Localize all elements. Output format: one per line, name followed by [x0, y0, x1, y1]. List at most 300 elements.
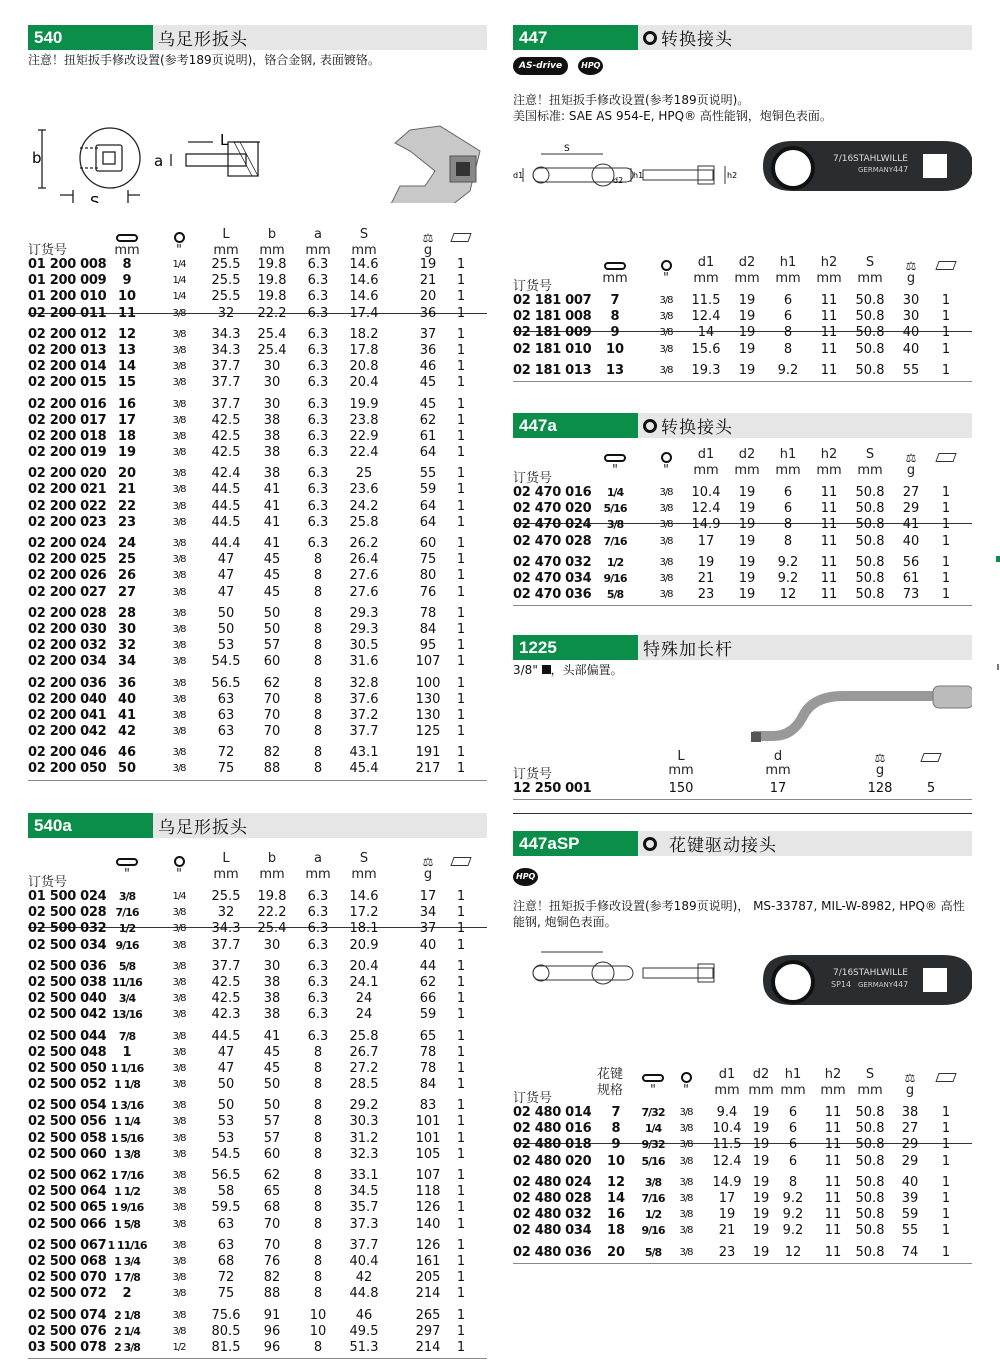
- order-number: 02 480 032: [513, 1207, 592, 1223]
- weight-g: 40: [419, 937, 437, 953]
- header-dim-label: S: [865, 447, 875, 462]
- header-dim-label: S: [865, 1067, 875, 1082]
- dim-a: 8: [313, 605, 323, 621]
- length-l: 42.5: [211, 412, 241, 428]
- header-unit-label: mm: [820, 1083, 846, 1098]
- length-l: 59.5: [211, 1200, 241, 1216]
- pack-qty: 1: [456, 761, 466, 777]
- dim-a: 8: [313, 1044, 323, 1060]
- dim-s: 20.4: [349, 958, 379, 974]
- package-qty-icon: [935, 453, 956, 462]
- dim-b: 82: [263, 1270, 281, 1286]
- drive-inch: 3/8: [172, 677, 186, 689]
- pack-qty: 1: [456, 638, 466, 654]
- table-row: [28, 515, 487, 531]
- size-mm: 14: [117, 359, 137, 375]
- weight-g: 60: [419, 536, 437, 551]
- photo-size: 7/16: [833, 154, 854, 164]
- length-l: 80.5: [211, 1323, 241, 1339]
- drive-inch: 3/8: [172, 1030, 186, 1042]
- header-unit-label: mm: [602, 271, 628, 286]
- order-number: 02 470 036: [513, 587, 592, 603]
- length-l: 42.5: [211, 974, 241, 990]
- drive-inch: 3/8: [172, 398, 186, 410]
- dim-b: 38: [263, 412, 281, 428]
- table-row: [28, 1286, 487, 1302]
- table-row: [28, 1200, 487, 1216]
- order-number: 02 200 013: [28, 342, 107, 358]
- weight-g: 36: [419, 342, 437, 358]
- weight-g: 130: [415, 691, 441, 707]
- table-row: [513, 587, 972, 603]
- pack-qty: 1: [941, 341, 951, 357]
- weight-g: 84: [419, 1077, 437, 1093]
- size: 8: [610, 309, 620, 325]
- header-icon-cell: [911, 752, 951, 766]
- weight-g: 27: [902, 485, 920, 500]
- pack-qty: 1: [456, 305, 466, 321]
- header-unit-label: mm: [714, 1083, 740, 1098]
- table-row: [513, 342, 972, 358]
- drive-inch: 3/8: [172, 976, 186, 988]
- dim-b: 30: [263, 958, 281, 974]
- size-inch: 9/32: [641, 1138, 665, 1152]
- order-number: 02 500 076: [28, 1323, 107, 1339]
- pack-qty: 1: [941, 485, 951, 500]
- dim-s: 22.9: [349, 428, 379, 444]
- pack-qty: 1: [941, 1190, 951, 1206]
- drive-inch: 3/8: [172, 554, 186, 566]
- table-row: [28, 622, 487, 638]
- table-row: [28, 499, 487, 515]
- section-447asp: [513, 831, 972, 1030]
- dim-b: 45: [263, 584, 281, 600]
- dim-a: 10: [309, 1307, 327, 1323]
- weight-g: 40: [901, 1174, 919, 1190]
- table-row: [28, 289, 487, 305]
- size-mm: 20: [117, 466, 137, 482]
- dim-a: 8: [313, 1286, 323, 1302]
- size: 3/8: [606, 518, 624, 532]
- pack-qty: 1: [941, 517, 951, 533]
- table-row: [513, 517, 972, 533]
- weight-g: 73: [902, 587, 920, 603]
- section-540a: [28, 813, 487, 838]
- wrench-size-icon: [116, 858, 138, 866]
- header-unit-label: mm: [857, 271, 883, 286]
- square-drive-icon: [174, 232, 185, 243]
- size-inch: 5/8: [644, 1245, 662, 1259]
- size-mm: 26: [117, 568, 137, 584]
- drive-inch: 3/8: [172, 1272, 186, 1284]
- header-dim-label: L: [222, 851, 230, 866]
- table-540a: [28, 850, 487, 1359]
- table-row: [28, 921, 487, 937]
- dim-s: 24: [355, 1007, 373, 1023]
- photo-model: 447: [893, 980, 909, 989]
- pack-qty: 1: [941, 325, 951, 341]
- h1: 9.2: [777, 554, 799, 570]
- dim-b: 70: [263, 724, 281, 740]
- size-mm: 1 3/16: [110, 1099, 144, 1113]
- table-row: [28, 1168, 487, 1184]
- dim-a: 10: [309, 1323, 327, 1339]
- header-unit-label: mm: [213, 243, 239, 258]
- drive-inch: 3/8: [172, 414, 186, 426]
- drive-inch: 3/8: [679, 1123, 693, 1135]
- d2: 19: [752, 1244, 770, 1260]
- order-number: 02 480 034: [513, 1223, 592, 1239]
- header-unit-label: ": [650, 1083, 656, 1098]
- table-row: [513, 1207, 972, 1223]
- table-row: [28, 1217, 487, 1233]
- drive-inch: 3/8: [172, 1116, 186, 1128]
- dim-a: 8: [313, 1270, 323, 1286]
- drive-inch: 3/8: [172, 447, 186, 459]
- table-row: [28, 905, 487, 921]
- header-dim-label: h1: [779, 255, 797, 270]
- d1: 15.6: [691, 341, 721, 357]
- size: 7: [610, 293, 620, 308]
- table-row: [28, 482, 487, 498]
- length-l: 53: [217, 1114, 235, 1130]
- s: 50.8: [855, 485, 885, 500]
- header-dim-label: d2: [738, 255, 756, 270]
- order-number: 02 500 062: [28, 1168, 107, 1183]
- length-l: 72: [217, 1270, 235, 1286]
- pack-qty: 1: [456, 1270, 466, 1286]
- header-unit-label: mm: [857, 463, 883, 478]
- h2: 11: [820, 517, 838, 533]
- section-title-wrap: [638, 831, 777, 856]
- dim-b: 30: [263, 396, 281, 412]
- header-dim-label: h1: [784, 1067, 802, 1082]
- weight-g: 205: [415, 1270, 441, 1286]
- dim-a: 6.3: [307, 273, 329, 289]
- dim-a: 6.3: [307, 1028, 329, 1044]
- drive-inch: 3/8: [172, 907, 186, 919]
- dim-a: 6.3: [307, 466, 329, 482]
- pack-qty: 1: [456, 445, 466, 461]
- header-unit-label: mm: [305, 243, 331, 258]
- drive-inch: 1/4: [172, 891, 186, 902]
- table-row: [28, 327, 487, 343]
- pack-qty: 1: [456, 552, 466, 568]
- s: 50.8: [855, 587, 885, 603]
- header-unit-label: mm: [259, 867, 285, 882]
- dim-h2: h2: [727, 171, 738, 180]
- dim-s: 40.4: [349, 1253, 379, 1269]
- header-unit-label: mm: [114, 243, 140, 258]
- order-number: 02 500 067: [28, 1237, 107, 1253]
- order-number: 02 500 044: [28, 1028, 107, 1044]
- size-mm: 13: [117, 342, 137, 358]
- pack-qty: 1: [456, 1077, 466, 1093]
- table-row: [28, 938, 487, 954]
- drive-inch: 3/8: [172, 1170, 186, 1181]
- dim-b: 22.2: [257, 305, 287, 321]
- dim-s: 27.6: [349, 568, 379, 584]
- dim-s: 24.1: [349, 974, 379, 990]
- dim-b: 30: [263, 359, 281, 375]
- dim-s: 42: [355, 1270, 373, 1286]
- weight-g: 64: [419, 445, 437, 461]
- drive-inch: 3/8: [172, 747, 186, 759]
- order-number: 02 500 065: [28, 1200, 107, 1216]
- pack-qty: 1: [456, 412, 466, 428]
- dim-s: 17.2: [349, 905, 379, 921]
- dim-b: 88: [263, 1286, 281, 1302]
- d2: 19: [752, 1223, 770, 1239]
- s: 50.8: [855, 1137, 885, 1153]
- pack-qty: 1: [941, 1137, 951, 1153]
- size-mm: 50: [117, 761, 137, 777]
- header-unit-label: mm: [668, 763, 694, 778]
- length-l: 56.5: [211, 1168, 241, 1183]
- weight-g: 40: [902, 341, 920, 357]
- header-unit-label: mm: [775, 463, 801, 478]
- length-l: 37.7: [211, 958, 241, 974]
- size-mm: 40: [117, 691, 137, 707]
- length-l: 25.5: [211, 273, 241, 289]
- weight-g: 62: [419, 412, 437, 428]
- dim-a: 6.3: [307, 326, 329, 342]
- order-number: 02 200 019: [28, 445, 107, 461]
- pack-qty: 1: [456, 1168, 466, 1183]
- photo-brand: STAHLWILLE: [853, 968, 908, 978]
- dim-b: 82: [263, 745, 281, 761]
- size-inch: 1/2: [644, 1208, 662, 1222]
- section-header: [28, 813, 487, 838]
- weight-g: 214: [415, 1339, 441, 1355]
- dim-s: 51.3: [349, 1339, 379, 1355]
- order-number: 02 500 072: [28, 1286, 107, 1302]
- dim-s: 14.6: [349, 257, 379, 272]
- weight-g: 55: [901, 1223, 919, 1239]
- pack-qty: 1: [456, 605, 466, 621]
- size-mm: 1: [122, 1044, 132, 1060]
- order-number: 02 200 023: [28, 514, 107, 530]
- drive-inch: 3/8: [172, 693, 186, 705]
- photo-sp: SP14: [831, 980, 852, 989]
- d1: 10.4: [691, 485, 721, 500]
- h2: 11: [820, 554, 838, 570]
- length-l: 72: [217, 745, 235, 761]
- table-row: [28, 1114, 487, 1130]
- d2: 19: [752, 1105, 770, 1120]
- weight-g: 125: [415, 724, 441, 740]
- drive-inch: 3/8: [659, 556, 673, 568]
- dim-b: 25.4: [257, 326, 287, 342]
- dim-s: 20.4: [349, 375, 379, 391]
- weight-g: 21: [419, 273, 437, 289]
- order-number: 02 470 020: [513, 501, 592, 517]
- weight-g: 78: [419, 605, 437, 621]
- order-number: 01 500 024: [28, 889, 107, 904]
- length-l: 150: [668, 781, 694, 796]
- order-number: 02 500 056: [28, 1114, 107, 1130]
- dim-a: 8: [313, 761, 323, 777]
- dim-b: 41: [263, 482, 281, 498]
- header-unit-label: mm: [693, 271, 719, 286]
- dim-a: 8: [313, 568, 323, 584]
- size-mm: 1 1/2: [114, 1185, 140, 1199]
- table-row: [513, 1245, 972, 1261]
- pack-qty: 1: [456, 1130, 466, 1146]
- package-qty-icon: [920, 753, 941, 762]
- table-row: [28, 568, 487, 584]
- h2: 11: [824, 1121, 842, 1137]
- drive-inch: 3/8: [172, 640, 186, 652]
- table-row: [28, 676, 487, 692]
- dim-s: 14.6: [349, 289, 379, 305]
- order-number: 02 500 066: [28, 1216, 107, 1232]
- table-row: [513, 1223, 972, 1239]
- spline-size: 12: [606, 1174, 626, 1190]
- table-row: [28, 606, 487, 622]
- weight-g: 45: [419, 396, 437, 412]
- order-number: 02 470 034: [513, 570, 592, 586]
- length-l: 47: [217, 584, 235, 600]
- square-drive-icon: [174, 856, 185, 867]
- wrench-size-icon: [116, 234, 138, 242]
- dim-s: 46: [355, 1307, 373, 1323]
- dim-a: 8: [313, 638, 323, 654]
- wrench-size-icon: [642, 1074, 664, 1082]
- socket-ring-icon: [643, 31, 657, 45]
- order-number: 02 181 007: [513, 293, 592, 308]
- weight-g: 76: [419, 584, 437, 600]
- size-inch: 7/16: [641, 1191, 665, 1205]
- size-mm: 7/8: [118, 1029, 136, 1043]
- header-unit-label: g: [906, 271, 916, 286]
- h1: 12: [784, 1244, 802, 1260]
- header-unit-label: mm: [734, 463, 760, 478]
- s: 50.8: [855, 570, 885, 586]
- table-row: [513, 1191, 972, 1207]
- d1: 12.4: [712, 1153, 742, 1169]
- pack-qty: 1: [941, 533, 951, 549]
- s: 50.8: [855, 1174, 885, 1190]
- header-unit-label: ": [663, 271, 669, 286]
- table-row: [28, 1308, 487, 1324]
- weight-g: 297: [415, 1323, 441, 1339]
- pack-qty: 1: [456, 498, 466, 514]
- dim-s: 26.2: [349, 536, 379, 551]
- header-dim-label: b: [267, 227, 277, 242]
- d2: 19: [738, 554, 756, 570]
- dim-b: 88: [263, 761, 281, 777]
- dim-s: 18.1: [349, 921, 379, 937]
- d2: 19: [738, 325, 756, 341]
- h2: 11: [820, 587, 838, 603]
- order-number: 02 200 027: [28, 584, 107, 600]
- table-row: [28, 761, 487, 777]
- drive-inch: 1/2: [172, 1341, 186, 1353]
- length-l: 37.7: [211, 359, 241, 375]
- h1: 8: [788, 1174, 798, 1190]
- dim-b: b: [32, 149, 42, 167]
- package-qty-icon: [450, 857, 471, 866]
- photo-model: 447: [893, 165, 909, 174]
- dim-s: 17.4: [349, 305, 379, 321]
- drive-inch: 3/8: [172, 1288, 186, 1300]
- size-mm: 42: [117, 724, 137, 740]
- s: 50.8: [855, 1121, 885, 1137]
- section-number: 447aSP: [513, 831, 638, 856]
- drive-inch: 3/8: [659, 343, 673, 355]
- size: 1/4: [606, 486, 624, 499]
- dim-b: 38: [263, 466, 281, 482]
- d1: 12.4: [691, 309, 721, 325]
- weight-g: 191: [415, 745, 441, 761]
- order-number: 02 200 036: [28, 675, 107, 691]
- weight-g: 37: [419, 921, 437, 937]
- table-row: [28, 273, 487, 289]
- weight-g: 41: [902, 517, 920, 533]
- dim-b: 96: [263, 1339, 281, 1355]
- order-number: 02 500 034: [28, 937, 107, 953]
- dim-a: a: [154, 152, 164, 170]
- order-number: 01 200 008: [28, 257, 107, 272]
- d2: 19: [752, 1207, 770, 1223]
- product-figure: [28, 68, 487, 203]
- header-icon-cell: [926, 1072, 966, 1086]
- order-number: 02 480 024: [513, 1174, 592, 1190]
- length-l: 54.5: [211, 654, 241, 670]
- table-header: [28, 200, 487, 256]
- drive-inch: 3/8: [679, 1225, 693, 1237]
- drive-inch: 3/8: [172, 1325, 186, 1337]
- pack-qty: 1: [456, 359, 466, 375]
- order-number: 02 200 030: [28, 621, 107, 637]
- pack-qty: 1: [456, 568, 466, 584]
- dim-s: 25.8: [349, 514, 379, 530]
- length-l: 42.3: [211, 1007, 241, 1023]
- pack-qty: 1: [456, 396, 466, 412]
- pack-qty: 1: [456, 342, 466, 358]
- dim-b: 60: [263, 654, 281, 670]
- dim-d: 17: [769, 781, 787, 796]
- size-mm: 24: [117, 536, 137, 551]
- table-row: [28, 1254, 487, 1270]
- dim-a: 6.3: [307, 921, 329, 937]
- header-unit-label: ": [124, 867, 130, 882]
- size-mm: 22: [117, 498, 137, 514]
- section-header: [28, 25, 487, 50]
- drive-inch: 3/8: [659, 487, 673, 498]
- header-dim-label: S: [359, 851, 369, 866]
- section-title-wrap: [638, 413, 733, 438]
- weight-g: 36: [419, 305, 437, 321]
- drive-inch: 3/8: [679, 1139, 693, 1151]
- pack-qty: 1: [941, 570, 951, 586]
- d1: 10.4: [712, 1121, 742, 1137]
- h1: 6: [788, 1153, 798, 1169]
- order-number: 02 480 018: [513, 1137, 592, 1153]
- order-number: 02 470 016: [513, 485, 592, 500]
- h2: 11: [820, 325, 838, 341]
- pack-qty: 1: [456, 958, 466, 974]
- length-l: 56.5: [211, 675, 241, 691]
- pack-qty: 1: [456, 536, 466, 551]
- size-mm: 27: [117, 584, 137, 600]
- table-row: [513, 781, 972, 797]
- order-number-label: 订货号: [513, 767, 553, 782]
- dim-s: 49.5: [349, 1323, 379, 1339]
- size-mm: 28: [117, 605, 137, 621]
- header-unit-label: ": [663, 463, 669, 478]
